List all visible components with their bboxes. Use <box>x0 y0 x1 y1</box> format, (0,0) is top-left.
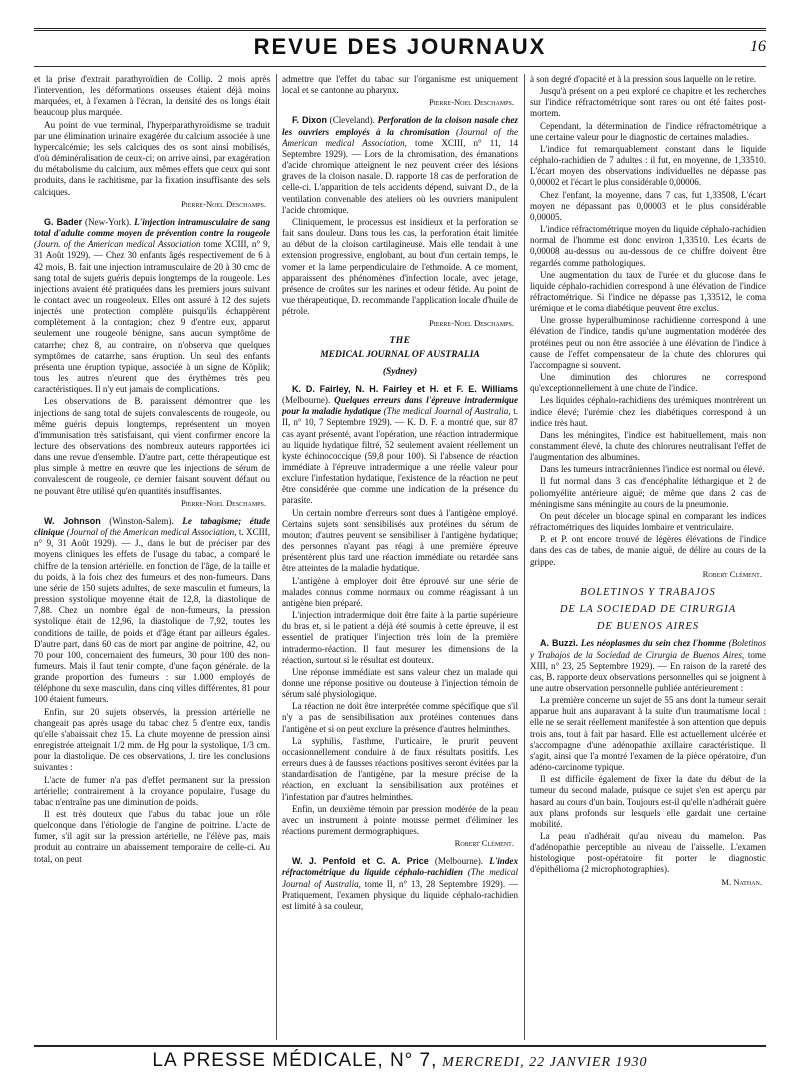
footer-date: MERCREDI, 22 JANVIER 1930 <box>442 1055 648 1070</box>
reference: t. II, n° 10, 7 Septembre 1929). <box>282 406 518 428</box>
paragraph: Cliniquement, le processus est insidieux et la perforation se fait sans douleur. Dans tous les cas, la perforation était limitée au début de la cloison cartilagineuse. Mais elle tendait à une extension progressive, englobant, au bout d'un certain temps, le vomer et la lame perpendiculaire de l'ethmoïde. A ce moment, apparaissent des phénomènes d'infection locale, avec jetage, présence de croûtes sur les narines et odeur fétide. Au point de vue thérapeutique, D. recommande l'application locale d'huile de pétrole. <box>282 216 518 317</box>
paragraph: Jusqu'à présent on a peu exploré ce chapitre et les recherches sur l'indice réfractométrique sont rares ou ont été faites post-mortem. <box>530 86 766 119</box>
signature: Pierre-Noel Deschamps. <box>180 198 266 209</box>
paragraph: Enfin, un deuxième témoin par pression modérée de la peau avec un instrument à pointe mousse permet d'éliminer les réactions purement dermographiques. <box>282 803 518 836</box>
article-title: Perforation de la cloison nasale chez les ouvriers employés à la chromisation <box>282 115 518 137</box>
author: K. D. Fairley, N. H. Fairley et H. et F. E. Williams <box>292 383 518 394</box>
page-footer <box>34 1050 766 1072</box>
author: W. J. Penfold et C. A. Price <box>292 856 429 867</box>
paragraph: La première concerne un sujet de 55 ans dont la tumeur serait apparue huit ans auparavant à la suite d'un traumatisme local : elle ne se serait réellement manifestée à son attention que depuis trois ans, tout à fait par hasard. Elle est actuellement ulcérée et s'accompagne d'une adénopathie axillaire caractéristique. Il s'agit, ainsi que l'a montré l'examen de la pièce opératoire, d'un adéno-carcinome typique. <box>530 695 766 773</box>
source: (The medical Journal of Australia, <box>282 867 518 889</box>
article-fairley <box>282 384 518 507</box>
article-body: — K. D. F. a montré que, sur 87 cas ayant présenté, avant l'opération, une réaction intradermique au liquide hydatique filtré, 52 seulement avaient réellement un kyste échinococcique (59,8 pour 100). Si l'absence de réaction immédiate à l'épreuve intradermique a une réelle valeur pour exclure l'infestation hydatique, l'existence de la réaction ne peut être considérée que comme une indication de la présence du parasite. <box>282 417 518 506</box>
author-place: (Cleveland). <box>329 115 375 126</box>
footer-journal: LA PRESSE MÉDICALE, N° 7, <box>152 1050 438 1071</box>
author: G. Bader <box>44 216 83 227</box>
paragraph: Il fut normal dans 3 cas d'encéphalite léthargique et 2 de poliomyélite antérieure aiguë; de même que dans 2 cas de méningisme sans méningite au cours de la pneumonie. <box>530 476 766 509</box>
source: (The medical Journal of Australia, <box>383 406 511 417</box>
paragraph: Une diminution des chlorures ne correspond qu'exceptionnellement à une chute de l'indice. <box>530 372 766 394</box>
article-body: — J., dans le but de préciser par des moyens cliniques les effets de l'usage du tabac, a comparé le chiffre de la tension artérielle. en fonction de l'âge, de la taille et du poids, à la fois chez des fumeurs et des non-fumeurs. Dans une série de 150 sujets adultes, de sexe masculin et fumeurs, la pression systolique moyenne était de 12,8, la diastolique de 7,88. Chez un nombre égal de non-fumeurs, la pression systolique était de 12,96, la diastolique de 7,92, toutes les conditions de taille, de poids et d'âge étant par ailleurs égales. D'autre part, dans 60 cas de mort par angine de poitrine, 42, ou 70 pour 100, concernaient des fumeurs, 30 pour 100 des non-fumeurs. Mais il faut tenir compte, d'une façon générale. de la grande proportion des fumeurs : sur 1.000 employés de téléphone du sexe masculin, dans cinq villes différentes, 81 pour 100 étaient fumeurs. <box>34 538 270 705</box>
paragraph: Au point de vue terminal, l'hyperparathyroïdisme se traduit par une élimination urinaire exagérée du calcium associée à une hypercalcémie; les sels calciques des os sont ainsi mobilisés, d'où déminéralisation de ceux-ci; on arrive ainsi, par exagération du métabolisme du calcium, aux mêmes effets que ceux qui sont produits, dans le rachitisme, par la fixation insuffisante des sels calciques. <box>34 119 270 197</box>
article-columns <box>34 74 766 1040</box>
paragraph: La peau n'adhérait qu'au niveau du mamelon. Pas d'adénopathie perceptible au niveau de l'aisselle. L'examen histologique post-opératoire fit porter le diagnostic d'épithélioma (2 microphotographies). <box>530 831 766 875</box>
header-rule <box>34 66 766 67</box>
article-buzzi <box>530 638 766 694</box>
reference: tome XCIII, n° 11, 14 Septembre 1929). <box>282 137 518 159</box>
journal-heading-name: MEDICAL JOURNAL OF AUSTRALIA <box>320 349 480 360</box>
signature: M. Nathan. <box>721 876 762 887</box>
reference: tome XCIII, n° 9, 31 Août 1929). <box>34 239 270 261</box>
page-title: REVUE DES JOURNAUX <box>253 34 547 59</box>
paragraph: Il est difficile également de fixer la date du début de la tumeur du second malade, puisque ce sujet s'en est aperçu par hasard au cours d'un bain. Toujours est-il qu'elle n'adhérait guère aux plans profonds sur lesquels elle gardait une certaine mobilité. <box>530 774 766 829</box>
column-2 <box>282 74 518 1040</box>
paragraph: Une augmentation du taux de l'urée et du glucose dans le liquide céphalo-rachidien correspond à une élévation de l'indice réfractométrique. Si l'indice ne dépasse pas 1,33512, le coma urémique et le coma diabétique peuvent être exclus. <box>530 269 766 314</box>
article-title: Les néoplasmes du sein chez l'homme <box>580 638 726 649</box>
article-dixon <box>282 115 518 215</box>
source: (Journal of the American medical Association, <box>282 126 518 148</box>
source: (Journ. of the American medical Association <box>34 239 201 250</box>
author-place: (New-York). <box>84 216 132 227</box>
journal-heading-the: THE <box>389 336 411 347</box>
article-penfold <box>282 856 518 912</box>
author-place: (Winston-Salem). <box>109 515 174 526</box>
journal-heading-city: (Sydney) <box>382 366 418 377</box>
signature: Pierre-Noel Deschamps. <box>180 497 266 508</box>
article-title: L'index réfractométrique du liquide céphalo-rachidien <box>282 856 518 878</box>
paragraph: Cependant, la détermination de l'indice réfractométrique a une certaine valeur pour le diagnostic de certaines maladies. <box>530 120 766 142</box>
column-3 <box>530 74 766 1040</box>
paragraph: admettre que l'effet du tabac sur l'organisme est uniquement local et se cantonne au pharynx. <box>282 74 518 96</box>
source: (Journal of the American medical Association, <box>66 527 237 538</box>
paragraph: L'acte de fumer n'a pas d'effet permanent sur la pression artérielle; contrairement à la croyance populaire, l'usage du tabac n'entraîne pas une diminution de poids. <box>34 774 270 807</box>
article-bader <box>34 217 270 396</box>
footer-rule <box>34 1045 766 1047</box>
paragraph: Enfin, sur 20 sujets observés, la pression artérielle ne changeait pas après usage du tabac chez 5 d'entre eux, tandis qu'elle s'abaissait chez 15. La chute moyenne de pression ainsi enregistrée atteignait 1/2 mm. de Hg pour la systolique, 1/3 cm. pour la diastolique. De ces observations, J. tire les conclusions suivantes : <box>34 706 270 773</box>
signature: Robert Clément. <box>702 568 762 579</box>
author: A. Buzzi. <box>540 638 579 649</box>
paragraph: Dans les tumeurs intracrâniennes l'indice est normal ou élevé. <box>540 464 765 475</box>
signature: Pierre-Noel Deschamps. <box>428 318 514 329</box>
paragraph: Les liquides céphalo-rachidiens des urémiques montrèrent un indice élevé; l'urémie chez les diabétiques correspond à un indice très haut. <box>530 395 766 428</box>
article-johnson <box>34 516 270 706</box>
reference: tome II, n° 13, 28 Septembre 1929). <box>364 878 506 889</box>
paragraph: Une grosse hyperalbuminose rachidienne correspond à une élévation de l'indice, tandis qu'une augmentation modérée des protéines peut ou non être associée à une élévation de l'indice à cause de l'effet compensateur de la chute des chlorures qui l'accompagne si souvent. <box>530 315 766 370</box>
column-1 <box>34 74 270 1040</box>
paragraph: P. et P. ont encore trouvé de légères élévations de l'indice dans des cas de tabes, de manie aiguë, de délire au cours de la grippe. <box>530 534 766 567</box>
journal-heading-name-2: DE LA SOCIEDAD DE CIRURGIA <box>559 604 737 616</box>
paragraph: Il est très douteux que l'abus du tabac joue un rôle quelconque dans l'étiologie de l'angine de poitrine. L'acte de fumer, s'il agit sur la pression artérielle, ne l'élève pas, mais produit au contraire un abaissement temporaire de celle-ci. Au total, on peut <box>34 809 270 864</box>
paragraph: Dans les méningites, l'indice est habituellement, mais non constamment élevé, la chute des chlorures neutralisant l'effet de l'augmentation des albumines. <box>530 429 766 463</box>
article-title: Le tabagisme; étude clinique <box>34 515 270 538</box>
top-rule <box>34 28 766 31</box>
paragraph: Chez l'enfant, la moyenne, dans 7 cas, fut 1,33508, L'écart moyen ne dépassant pas 0,00003 et le plus considérable 0,00005. <box>530 189 766 222</box>
page-number: 16 <box>750 38 766 55</box>
journal-heading-city: DE BUENOS AIRES <box>596 621 700 633</box>
article-body: — En raison de la rareté des cas, B. rapporte deux observations personnelles qui se joignent à une autre observation personnelle publiée antérieurement : <box>530 660 766 693</box>
article-title: Quelques erreurs dans l'épreuve intradermique pour la maladie hydatique <box>282 395 518 417</box>
reference: tome XIII, n° 23, 25 Septembre 1929). <box>530 649 766 671</box>
paragraph: L'antigène à employer doit être éprouvé sur une série de malades connus comme normaux ou comme réagissant à un antigène bien préparé. <box>282 575 518 608</box>
author: W. Johnson <box>44 515 101 526</box>
page-header <box>34 34 766 64</box>
article-body: — Chez 30 enfants âgés respectivement de 6 à 42 mois, B. fait une injection intramusculaire de 20 à 30 cmc de sang total de sujets guéris depuis longtemps de la rougeole. Les injections avaient été pratiquées dans les premiers jours suivant le contact avec un rougeoleux. Elles ont assuré à 12 des sujets injectés une protection complète puisqu'ils échappèrent complètement à la contagion; chez 9 d'entre eux, apparut seulement une rougeole bénigne, sans aucun symptôme de catarrhe; chez 8, au contraire, on n'observa que quelques symptômes de catarrhe, sans éruption. Un seul des enfants présenta une éruption typique, associée à un signe de Köplik; tous les autres n'eurent que des érythèmes très peu caractéristiques. Il n'y eut jamais de complications. <box>34 250 270 395</box>
paragraph: L'indice réfractométrique moyen du liquide céphalo-rachidien normal de l'homme est donc environ 1,33510. Les écarts de 0,00008 au-dessus ou au-dessous de ce chiffre doivent être regardés comme pathologiques. <box>530 224 766 268</box>
paragraph: L'indice fut remarquablement constant dans le liquide céphalo-rachidien de 7 adultes : il fut, en moyenne, de 1,33510. L'écart moyen des observations individuelles ne dépasse pas 0,00002 et l'écart le plus considérable 0,00006. <box>530 143 766 188</box>
paragraph: L'injection intradermique doit être faite à la partie supérieure du bras et, si le patient a déjà été soumis à cette épreuve, il est essentiel de pratiquer l'injection très loin de la première intradermo-réaction. Il faut mesurer les dimensions de la réaction, surtout si le résultat est douteux. <box>282 610 518 665</box>
source: (Boletinos y Trabajos de la Sociedad de Cirurgia de Buenos Aires, <box>530 638 766 660</box>
paragraph: Les observations de B. paraissent démontrer que les injections de sang total de sujets convalescents de rougeole, ou même guéris depuis longtemps, représentent un moyen d'immunisation très satisfaisant, qui vient confirmer encore la lecture des observations des nombreux auteurs rapportées ici dans une revue d'ensemble. D'autre part, cette thérapeutique est plus simple à mettre en œuvre que les injections de sérum de convalescent de rougeole, ce dernier faisant souvent défaut ou ne pouvant être utilisé qu'en quantités insuffisantes. <box>34 396 270 496</box>
paragraph: Un certain nombre d'erreurs sont dues à l'antigène employé. Certains sujets sont sensibilisés aux protéines du sérum de mouton; d'autres peuvent se sensibiliser à l'antigène hydatique; des personnes n'ayant pas réagi à une première épreuve présentèrent plus tard une réaction immédiate ou retardée sans être atteintes de la maladie hydatique. <box>282 507 518 574</box>
article-title: L'injection intramusculaire de sang total d'adulte comme moyen de prévention contre la rougeole <box>34 216 270 239</box>
paragraph: La syphilis, l'asthme, l'urticaire, le prurit peuvent occasionnellement conduire à de faux résultats positifs. Les erreurs dues à de fausses réactions positives seront évitées par la standardisation de l'antigène, par la mesure précise de la réaction, en excluant la sensibilisation aux protéines et l'infestation par d'autres helminthes. <box>282 735 518 802</box>
signature: Robert Clément. <box>454 838 514 849</box>
paragraph: Une réponse immédiate est sans valeur chez un malade qui donne une réponse positive ou douteuse à l'injection témoin de sérum salé physiologique. <box>282 666 518 700</box>
article-body: — Lors de la chromisation, des émanations d'acide chromique atteignent le nez peuvent créer des lésions graves de la cloison nasale. D. rapporte 18 cas de perforation de celle-ci. L'apparition de tels accidents dépend, suivant D., de la ventilation convenable des ateliers où les ouvriers manipulent l'acide chromique. <box>282 148 518 215</box>
journal-heading-name: BOLETINOS Y TRABAJOS <box>580 586 716 598</box>
signature: Pierre-Noel Deschamps. <box>428 97 514 108</box>
article-body: — Pratiquement, l'examen physique du liquide céphalo-rachidien est limité à sa couleur, <box>282 878 518 911</box>
author-place: (Melbourne). <box>434 856 484 867</box>
paragraph: et la prise d'extrait parathyroïdien de Collip. 2 mois après l'intervention, les déformations osseuses étaient déjà moins marquées, et, à l'examen à l'écran, la densité des os longs était beaucoup plus marquée. <box>34 74 270 118</box>
author-place: (Melbourne). <box>282 395 331 406</box>
paragraph: à son degré d'opacité et à la pression sous laquelle on le retire. <box>530 74 757 84</box>
author: F. Dixon <box>292 115 327 126</box>
paragraph: On peut déceler un blocage spinal en comparant les indices réfractométriques des liquides lombaire et ventriculaire. <box>530 510 766 533</box>
paragraph: La réaction ne doit être interprétée comme spécifique que s'il n'y a pas de sensibilisation aux protéines contenues dans l'antigène et si on peut exclure la présence d'autres helminthes. <box>282 701 518 734</box>
reference: t. XCIII, n° 9, 31 Août 1929). <box>34 527 270 549</box>
